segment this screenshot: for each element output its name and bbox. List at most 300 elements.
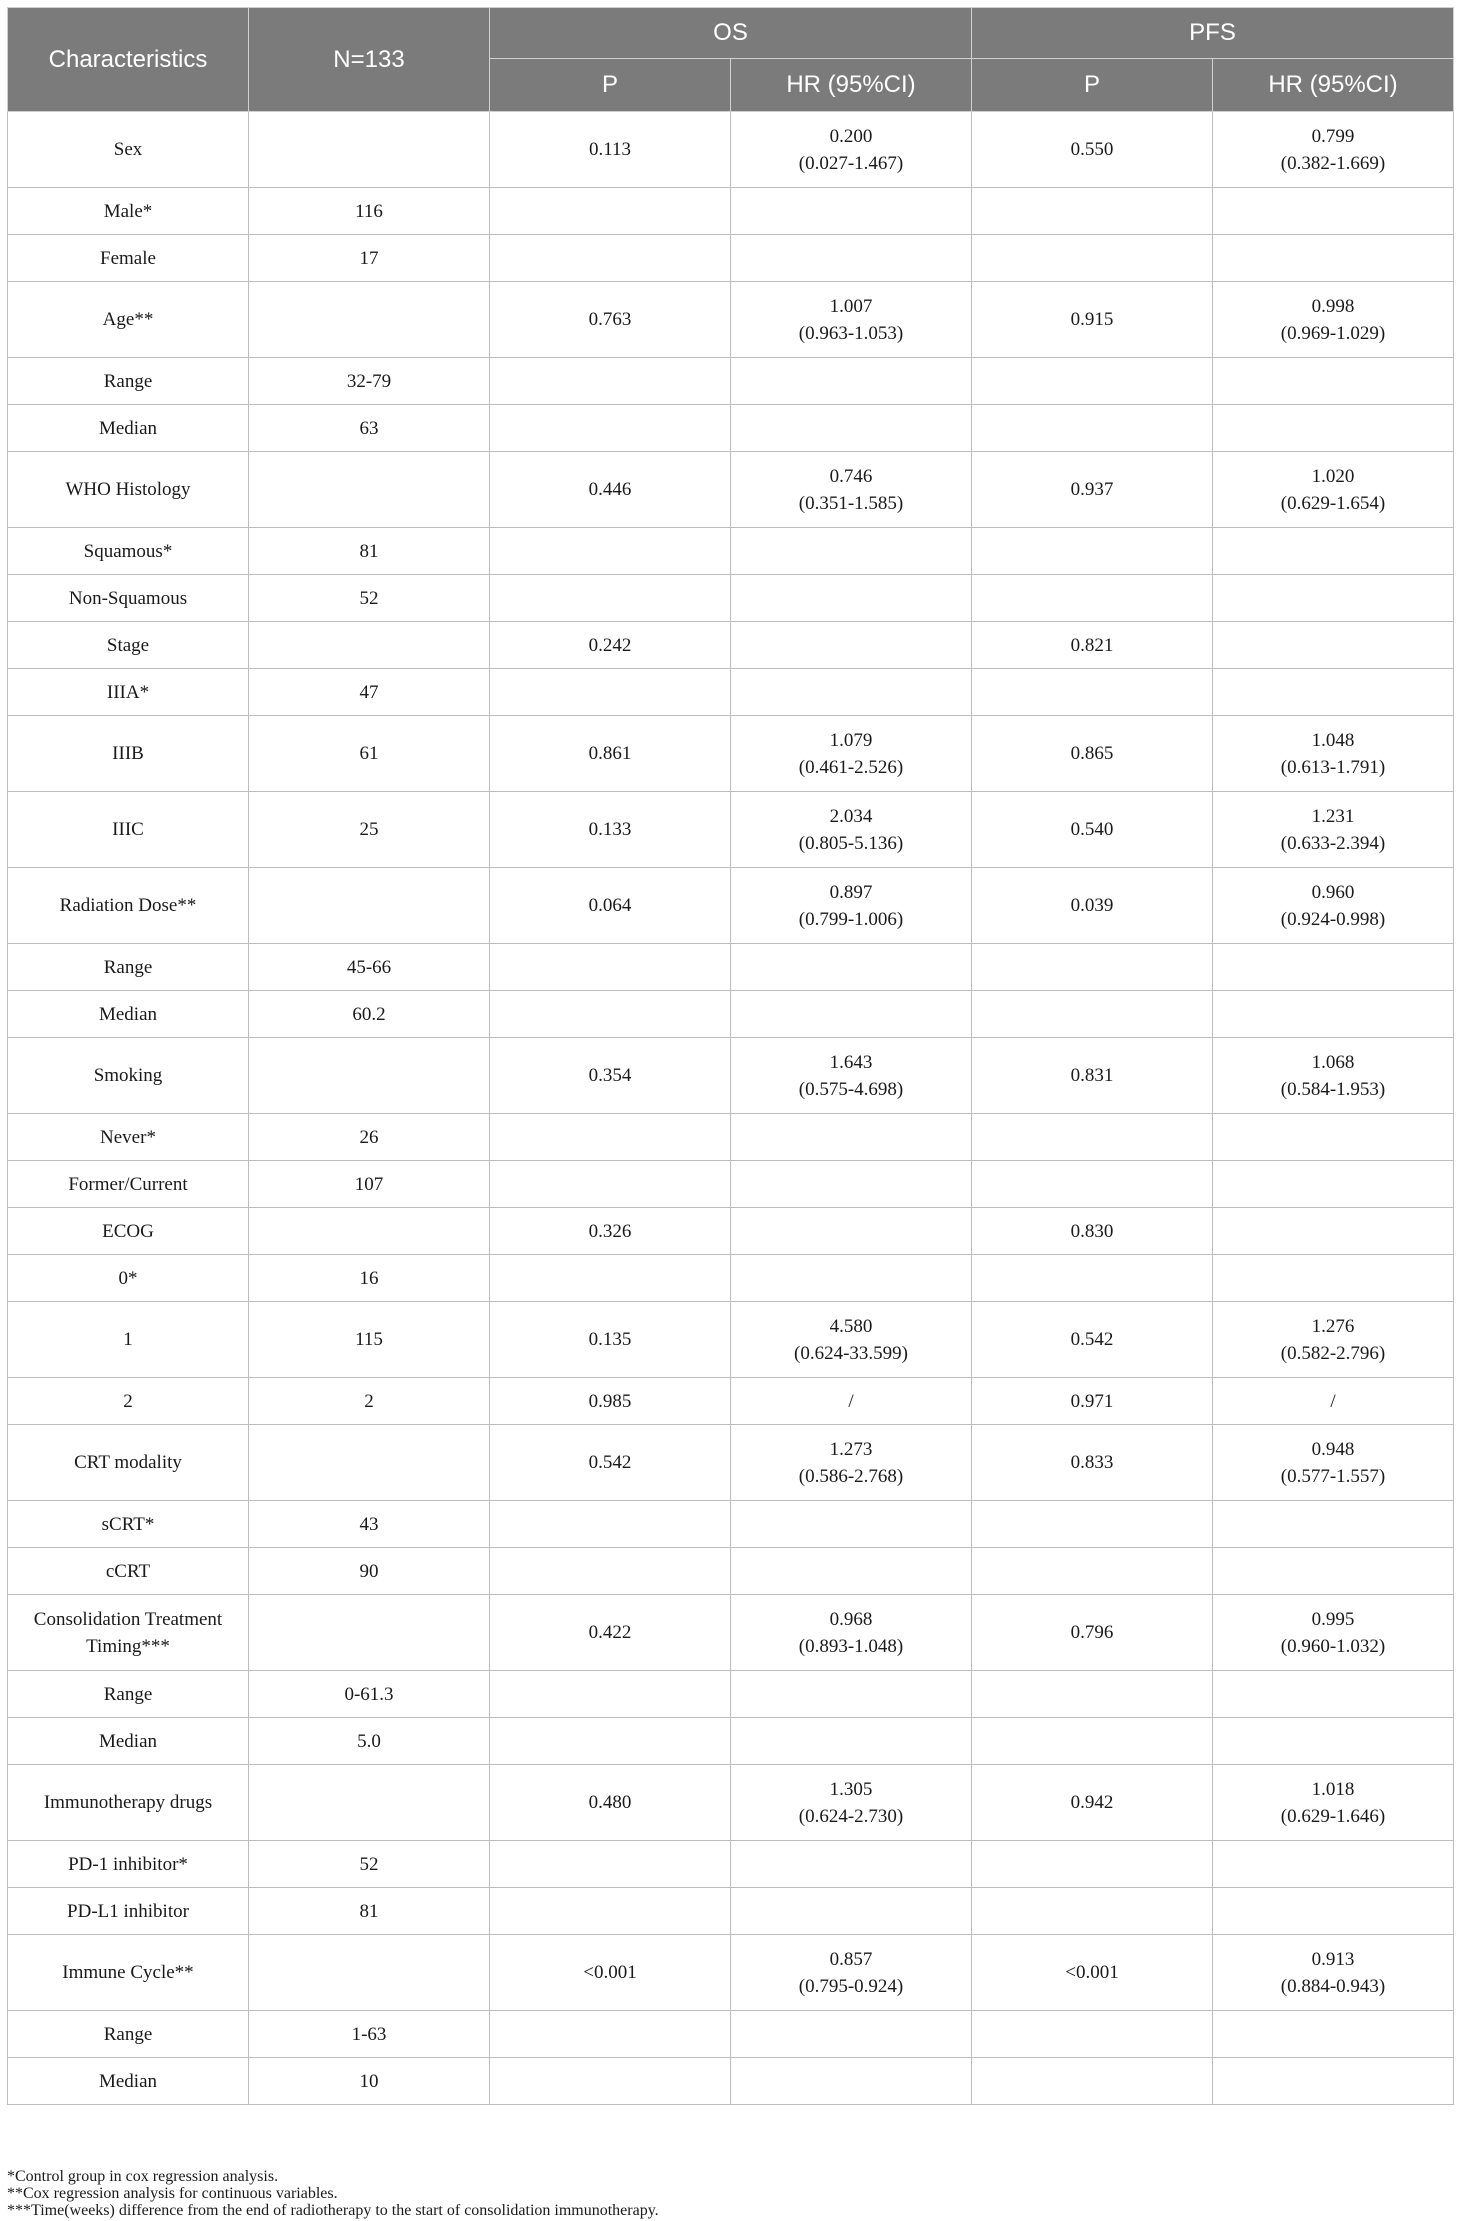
n-cell <box>249 282 490 358</box>
pfs-p-cell <box>972 528 1213 575</box>
os-hr-cell <box>731 282 972 358</box>
pfs-p-cell <box>972 944 1213 991</box>
table-row <box>8 235 1454 282</box>
characteristic-cell: Median <box>8 2058 249 2105</box>
os-p-cell: 0.422 <box>490 1595 731 1671</box>
table-row <box>8 358 1454 405</box>
pfs-hr-cell-value: 1.068 <box>1311 1051 1355 1073</box>
pfs-hr-cell <box>1213 1114 1454 1161</box>
os-p-cell <box>490 575 731 622</box>
os-p-cell <box>490 1671 731 1718</box>
os-hr-cell-ci: (0.461-2.526) <box>798 756 904 778</box>
n-cell: 52 <box>249 1841 490 1888</box>
n-cell: 0-61.3 <box>249 1671 490 1718</box>
os-hr-cell-ci: (0.893-1.048) <box>798 1635 904 1657</box>
pfs-hr-cell-value: 0.948 <box>1311 1438 1355 1460</box>
os-p-cell <box>490 991 731 1038</box>
table-header <box>8 8 1454 112</box>
pfs-p-cell <box>972 1671 1213 1718</box>
pfs-p-cell <box>972 575 1213 622</box>
characteristic-cell: 0* <box>8 1255 249 1302</box>
results-table <box>7 7 1454 2105</box>
os-p-cell: 0.985 <box>490 1378 731 1425</box>
os-hr-cell-value: 0.897 <box>829 881 873 903</box>
pfs-p-cell <box>972 1841 1213 1888</box>
os-hr-cell <box>731 716 972 792</box>
os-hr-cell-value: 1.643 <box>829 1051 873 1073</box>
pfs-hr-cell-value: 1.020 <box>1311 465 1355 487</box>
pfs-hr-cell <box>1213 1501 1454 1548</box>
pfs-p-cell <box>972 405 1213 452</box>
pfs-hr-cell-ci: (0.577-1.557) <box>1280 1465 1386 1487</box>
os-hr-cell <box>731 1114 972 1161</box>
pfs-hr-cell <box>1213 1841 1454 1888</box>
pfs-hr-cell <box>1213 2058 1454 2105</box>
os-p-cell <box>490 1718 731 1765</box>
os-p-cell: 0.542 <box>490 1425 731 1501</box>
os-hr-cell-ci: (0.586-2.768) <box>798 1465 904 1487</box>
pfs-p-cell <box>972 1114 1213 1161</box>
os-hr-cell-ci: (0.624-33.599) <box>794 1342 908 1364</box>
pfs-p-cell: 0.937 <box>972 452 1213 528</box>
characteristic-cell: Immune Cycle** <box>8 1935 249 2011</box>
os-hr-cell <box>731 452 972 528</box>
n-cell: 52 <box>249 575 490 622</box>
table-body <box>8 112 1454 2105</box>
os-p-cell: 0.064 <box>490 868 731 944</box>
footnotes <box>7 2168 659 2219</box>
os-hr-cell-ci: (0.351-1.585) <box>798 492 904 514</box>
os-hr-cell <box>731 188 972 235</box>
os-hr-cell <box>731 1161 972 1208</box>
pfs-hr-cell-ci: (0.924-0.998) <box>1280 908 1386 930</box>
pfs-hr-cell-ci: (0.629-1.654) <box>1280 492 1386 514</box>
pfs-hr-cell-ci: (0.633-2.394) <box>1280 832 1386 854</box>
pfs-hr-cell <box>1213 358 1454 405</box>
pfs-hr-cell-ci: (0.582-2.796) <box>1280 1342 1386 1364</box>
os-p-cell <box>490 944 731 991</box>
characteristic-cell: Range <box>8 944 249 991</box>
table-row <box>8 1425 1454 1501</box>
characteristic-cell: cCRT <box>8 1548 249 1595</box>
table-row <box>8 528 1454 575</box>
pfs-hr-cell-ci: (0.382-1.669) <box>1280 152 1386 174</box>
table-row <box>8 1718 1454 1765</box>
characteristic-cell: Squamous* <box>8 528 249 575</box>
pfs-p-cell <box>972 1718 1213 1765</box>
os-p-cell <box>490 528 731 575</box>
n-cell: 32-79 <box>249 358 490 405</box>
table-row <box>8 405 1454 452</box>
n-cell: 17 <box>249 235 490 282</box>
os-p-cell: <0.001 <box>490 1935 731 2011</box>
n-cell: 61 <box>249 716 490 792</box>
n-cell: 25 <box>249 792 490 868</box>
os-hr-cell <box>731 235 972 282</box>
os-hr-cell <box>731 1255 972 1302</box>
table-row <box>8 1841 1454 1888</box>
os-hr-cell <box>731 358 972 405</box>
n-cell <box>249 112 490 188</box>
os-hr-cell <box>731 1718 972 1765</box>
os-p-cell: 0.763 <box>490 282 731 358</box>
os-hr-cell-ci: (0.799-1.006) <box>798 908 904 930</box>
os-p-cell: 0.133 <box>490 792 731 868</box>
pfs-p-cell: 0.831 <box>972 1038 1213 1114</box>
table-row <box>8 1038 1454 1114</box>
pfs-p-cell: 0.821 <box>972 622 1213 669</box>
os-p-cell: 0.242 <box>490 622 731 669</box>
header-n: N=133 <box>249 8 490 112</box>
table-row <box>8 622 1454 669</box>
pfs-hr-cell <box>1213 1302 1454 1378</box>
footnote-2: **Cox regression analysis for continuous variables. <box>7 2185 338 2202</box>
n-cell: 26 <box>249 1114 490 1161</box>
table-row <box>8 792 1454 868</box>
pfs-p-cell <box>972 1888 1213 1935</box>
pfs-hr-cell <box>1213 1935 1454 2011</box>
pfs-hr-cell-ci: (0.884-0.943) <box>1280 1975 1386 1997</box>
characteristic-cell: 2 <box>8 1378 249 1425</box>
os-hr-cell-value: 0.746 <box>829 465 873 487</box>
n-cell: 63 <box>249 405 490 452</box>
characteristic-cell: IIIC <box>8 792 249 868</box>
table-row <box>8 1378 1454 1425</box>
n-cell: 81 <box>249 528 490 575</box>
os-p-cell <box>490 1841 731 1888</box>
os-p-cell <box>490 405 731 452</box>
pfs-p-cell <box>972 1255 1213 1302</box>
pfs-hr-cell-value: 0.913 <box>1311 1948 1355 1970</box>
pfs-hr-cell <box>1213 1548 1454 1595</box>
characteristic-cell: CRT modality <box>8 1425 249 1501</box>
table-row <box>8 868 1454 944</box>
pfs-hr-cell <box>1213 282 1454 358</box>
os-hr-cell-value: 1.273 <box>829 1438 873 1460</box>
os-p-cell: 0.446 <box>490 452 731 528</box>
pfs-p-cell <box>972 991 1213 1038</box>
os-hr-cell <box>731 1208 972 1255</box>
n-cell: 45-66 <box>249 944 490 991</box>
pfs-p-cell <box>972 235 1213 282</box>
table-row <box>8 1208 1454 1255</box>
pfs-p-cell <box>972 188 1213 235</box>
pfs-hr-cell <box>1213 1595 1454 1671</box>
os-p-cell <box>490 358 731 405</box>
os-p-cell: 0.354 <box>490 1038 731 1114</box>
pfs-hr-cell <box>1213 2011 1454 2058</box>
os-hr-cell-ci: (0.805-5.136) <box>798 832 904 854</box>
characteristic-cell: Radiation Dose** <box>8 868 249 944</box>
pfs-p-cell <box>972 1548 1213 1595</box>
characteristic-cell: PD-L1 inhibitor <box>8 1888 249 1935</box>
header-os: OS <box>490 8 972 59</box>
os-hr-cell <box>731 792 972 868</box>
os-hr-cell <box>731 622 972 669</box>
pfs-hr-cell <box>1213 528 1454 575</box>
n-cell: 60.2 <box>249 991 490 1038</box>
pfs-hr-cell <box>1213 1161 1454 1208</box>
characteristic-cell: PD-1 inhibitor* <box>8 1841 249 1888</box>
pfs-hr-cell-value: 0.799 <box>1311 125 1355 147</box>
os-hr-cell-value: / <box>848 1390 854 1412</box>
table-row <box>8 991 1454 1038</box>
pfs-hr-cell <box>1213 622 1454 669</box>
os-hr-cell <box>731 112 972 188</box>
characteristic-cell: Median <box>8 991 249 1038</box>
pfs-hr-cell <box>1213 944 1454 991</box>
os-hr-cell-value: 2.034 <box>829 805 873 827</box>
header-characteristics: Characteristics <box>8 8 249 112</box>
pfs-p-cell: <0.001 <box>972 1935 1213 2011</box>
pfs-hr-cell <box>1213 235 1454 282</box>
pfs-p-cell <box>972 358 1213 405</box>
table-row <box>8 669 1454 716</box>
os-p-cell: 0.480 <box>490 1765 731 1841</box>
os-hr-cell <box>731 1501 972 1548</box>
pfs-hr-cell <box>1213 1671 1454 1718</box>
table-row <box>8 188 1454 235</box>
characteristic-cell: WHO Histology <box>8 452 249 528</box>
os-hr-cell-value: 1.079 <box>829 729 873 751</box>
table-row <box>8 1501 1454 1548</box>
os-hr-cell-value: 1.305 <box>829 1778 873 1800</box>
os-hr-cell <box>731 1671 972 1718</box>
os-hr-cell <box>731 1765 972 1841</box>
pfs-hr-cell <box>1213 112 1454 188</box>
pfs-p-cell <box>972 1501 1213 1548</box>
table-row <box>8 1302 1454 1378</box>
pfs-p-cell: 0.833 <box>972 1425 1213 1501</box>
pfs-hr-cell <box>1213 575 1454 622</box>
table-row <box>8 1161 1454 1208</box>
pfs-hr-cell <box>1213 868 1454 944</box>
n-cell: 10 <box>249 2058 490 2105</box>
pfs-hr-cell <box>1213 1718 1454 1765</box>
characteristic-cell: Median <box>8 405 249 452</box>
pfs-hr-cell-value: 0.995 <box>1311 1608 1355 1630</box>
os-hr-cell <box>731 944 972 991</box>
table-row <box>8 1114 1454 1161</box>
os-hr-cell-ci: (0.795-0.924) <box>798 1975 904 1997</box>
os-hr-cell-value: 1.007 <box>829 295 873 317</box>
n-cell: 90 <box>249 1548 490 1595</box>
pfs-hr-cell-value: 1.276 <box>1311 1315 1355 1337</box>
characteristic-cell: Stage <box>8 622 249 669</box>
pfs-hr-cell <box>1213 669 1454 716</box>
os-p-cell <box>490 2011 731 2058</box>
pfs-hr-cell-value: 1.231 <box>1311 805 1355 827</box>
pfs-p-cell: 0.830 <box>972 1208 1213 1255</box>
os-p-cell <box>490 1161 731 1208</box>
pfs-hr-cell-ci: (0.969-1.029) <box>1280 322 1386 344</box>
pfs-hr-cell-value: 1.018 <box>1311 1778 1355 1800</box>
pfs-hr-cell <box>1213 405 1454 452</box>
characteristic-cell: IIIA* <box>8 669 249 716</box>
pfs-p-cell: 0.942 <box>972 1765 1213 1841</box>
header-os-p: P <box>490 59 731 112</box>
characteristic-cell: Median <box>8 1718 249 1765</box>
pfs-hr-cell-ci: (0.584-1.953) <box>1280 1078 1386 1100</box>
os-hr-cell-value: 0.857 <box>829 1948 873 1970</box>
os-hr-cell <box>731 1935 972 2011</box>
table-row <box>8 1935 1454 2011</box>
pfs-hr-cell-ci: (0.960-1.032) <box>1280 1635 1386 1657</box>
os-hr-cell <box>731 528 972 575</box>
pfs-hr-cell <box>1213 1208 1454 1255</box>
characteristic-cell: Smoking <box>8 1038 249 1114</box>
os-hr-cell <box>731 1595 972 1671</box>
table-row <box>8 2058 1454 2105</box>
n-cell <box>249 1208 490 1255</box>
pfs-hr-cell <box>1213 991 1454 1038</box>
pfs-hr-cell <box>1213 716 1454 792</box>
n-cell: 16 <box>249 1255 490 1302</box>
pfs-hr-cell-value: 1.048 <box>1311 729 1355 751</box>
table-row <box>8 1255 1454 1302</box>
os-hr-cell <box>731 1302 972 1378</box>
pfs-hr-cell <box>1213 1888 1454 1935</box>
os-p-cell <box>490 235 731 282</box>
pfs-p-cell <box>972 669 1213 716</box>
pfs-p-cell: 0.915 <box>972 282 1213 358</box>
n-cell: 43 <box>249 1501 490 1548</box>
os-hr-cell-ci: (0.575-4.698) <box>798 1078 904 1100</box>
os-p-cell <box>490 1548 731 1595</box>
os-hr-cell <box>731 2058 972 2105</box>
table-row <box>8 452 1454 528</box>
n-cell: 115 <box>249 1302 490 1378</box>
os-hr-cell-ci: (0.027-1.467) <box>798 152 904 174</box>
pfs-hr-cell-value: 0.998 <box>1311 295 1355 317</box>
os-p-cell: 0.326 <box>490 1208 731 1255</box>
os-p-cell: 0.135 <box>490 1302 731 1378</box>
pfs-p-cell <box>972 2058 1213 2105</box>
n-cell <box>249 1038 490 1114</box>
os-p-cell <box>490 1501 731 1548</box>
os-hr-cell <box>731 575 972 622</box>
pfs-hr-cell <box>1213 1765 1454 1841</box>
os-p-cell: 0.113 <box>490 112 731 188</box>
os-p-cell: 0.861 <box>490 716 731 792</box>
pfs-p-cell: 0.550 <box>972 112 1213 188</box>
table-row <box>8 1671 1454 1718</box>
pfs-p-cell: 0.971 <box>972 1378 1213 1425</box>
os-hr-cell <box>731 1378 972 1425</box>
pfs-p-cell: 0.540 <box>972 792 1213 868</box>
os-hr-cell <box>731 1841 972 1888</box>
pfs-hr-cell <box>1213 1038 1454 1114</box>
n-cell <box>249 622 490 669</box>
n-cell: 47 <box>249 669 490 716</box>
footnote-3: ***Time(weeks) difference from the end of radiotherapy to the start of consolidation immunotherapy. <box>7 2202 659 2219</box>
pfs-hr-cell <box>1213 1255 1454 1302</box>
n-cell <box>249 1765 490 1841</box>
characteristic-cell: Range <box>8 358 249 405</box>
characteristic-cell: IIIB <box>8 716 249 792</box>
pfs-hr-cell <box>1213 188 1454 235</box>
pfs-p-cell: 0.865 <box>972 716 1213 792</box>
pfs-hr-cell-value: 0.960 <box>1311 881 1355 903</box>
pfs-hr-cell-ci: (0.629-1.646) <box>1280 1805 1386 1827</box>
header-os-hr: HR (95%CI) <box>731 59 972 112</box>
table-row <box>8 716 1454 792</box>
table-row <box>8 1765 1454 1841</box>
characteristic-cell: Female <box>8 235 249 282</box>
pfs-hr-cell-value: / <box>1330 1390 1336 1412</box>
os-hr-cell <box>731 1548 972 1595</box>
characteristic-cell: Sex <box>8 112 249 188</box>
pfs-hr-cell <box>1213 452 1454 528</box>
os-hr-cell <box>731 1425 972 1501</box>
n-cell <box>249 868 490 944</box>
os-p-cell <box>490 1888 731 1935</box>
header-pfs-hr: HR (95%CI) <box>1213 59 1454 112</box>
pfs-hr-cell-ci: (0.613-1.791) <box>1280 756 1386 778</box>
characteristic-cell: ECOG <box>8 1208 249 1255</box>
pfs-p-cell <box>972 2011 1213 2058</box>
os-hr-cell <box>731 1888 972 1935</box>
table-row <box>8 944 1454 991</box>
n-cell: 5.0 <box>249 1718 490 1765</box>
os-hr-cell <box>731 669 972 716</box>
table-row <box>8 1888 1454 1935</box>
table-row <box>8 575 1454 622</box>
header-pfs: PFS <box>972 8 1454 59</box>
pfs-hr-cell <box>1213 1378 1454 1425</box>
footnote-1: *Control group in cox regression analysis. <box>7 2168 279 2185</box>
characteristic-cell: Range <box>8 1671 249 1718</box>
characteristic-cell: sCRT* <box>8 1501 249 1548</box>
os-p-cell <box>490 669 731 716</box>
os-hr-cell-value: 0.200 <box>829 125 873 147</box>
table-row <box>8 2011 1454 2058</box>
n-cell: 116 <box>249 188 490 235</box>
os-hr-cell <box>731 2011 972 2058</box>
characteristic-cell: Never* <box>8 1114 249 1161</box>
os-hr-cell-ci: (0.963-1.053) <box>798 322 904 344</box>
header-pfs-p: P <box>972 59 1213 112</box>
os-hr-cell-value: 0.968 <box>829 1608 873 1630</box>
pfs-p-cell <box>972 1161 1213 1208</box>
n-cell: 107 <box>249 1161 490 1208</box>
characteristic-cell: Former/Current <box>8 1161 249 1208</box>
n-cell <box>249 1425 490 1501</box>
os-hr-cell-value: 4.580 <box>829 1315 873 1337</box>
n-cell <box>249 452 490 528</box>
pfs-p-cell: 0.542 <box>972 1302 1213 1378</box>
table-row <box>8 1548 1454 1595</box>
table-row <box>8 282 1454 358</box>
os-p-cell <box>490 188 731 235</box>
os-hr-cell-ci: (0.624-2.730) <box>798 1805 904 1827</box>
os-p-cell <box>490 1255 731 1302</box>
characteristic-cell: Non-Squamous <box>8 575 249 622</box>
pfs-hr-cell <box>1213 1425 1454 1501</box>
n-cell <box>249 1595 490 1671</box>
characteristic-cell: Consolidation Treatment Timing*** <box>8 1595 249 1671</box>
characteristic-cell: Immunotherapy drugs <box>8 1765 249 1841</box>
os-p-cell <box>490 1114 731 1161</box>
pfs-p-cell: 0.039 <box>972 868 1213 944</box>
pfs-p-cell: 0.796 <box>972 1595 1213 1671</box>
characteristic-cell: Range <box>8 2011 249 2058</box>
os-hr-cell <box>731 1038 972 1114</box>
os-p-cell <box>490 2058 731 2105</box>
characteristic-cell: Age** <box>8 282 249 358</box>
n-cell: 2 <box>249 1378 490 1425</box>
os-hr-cell <box>731 868 972 944</box>
